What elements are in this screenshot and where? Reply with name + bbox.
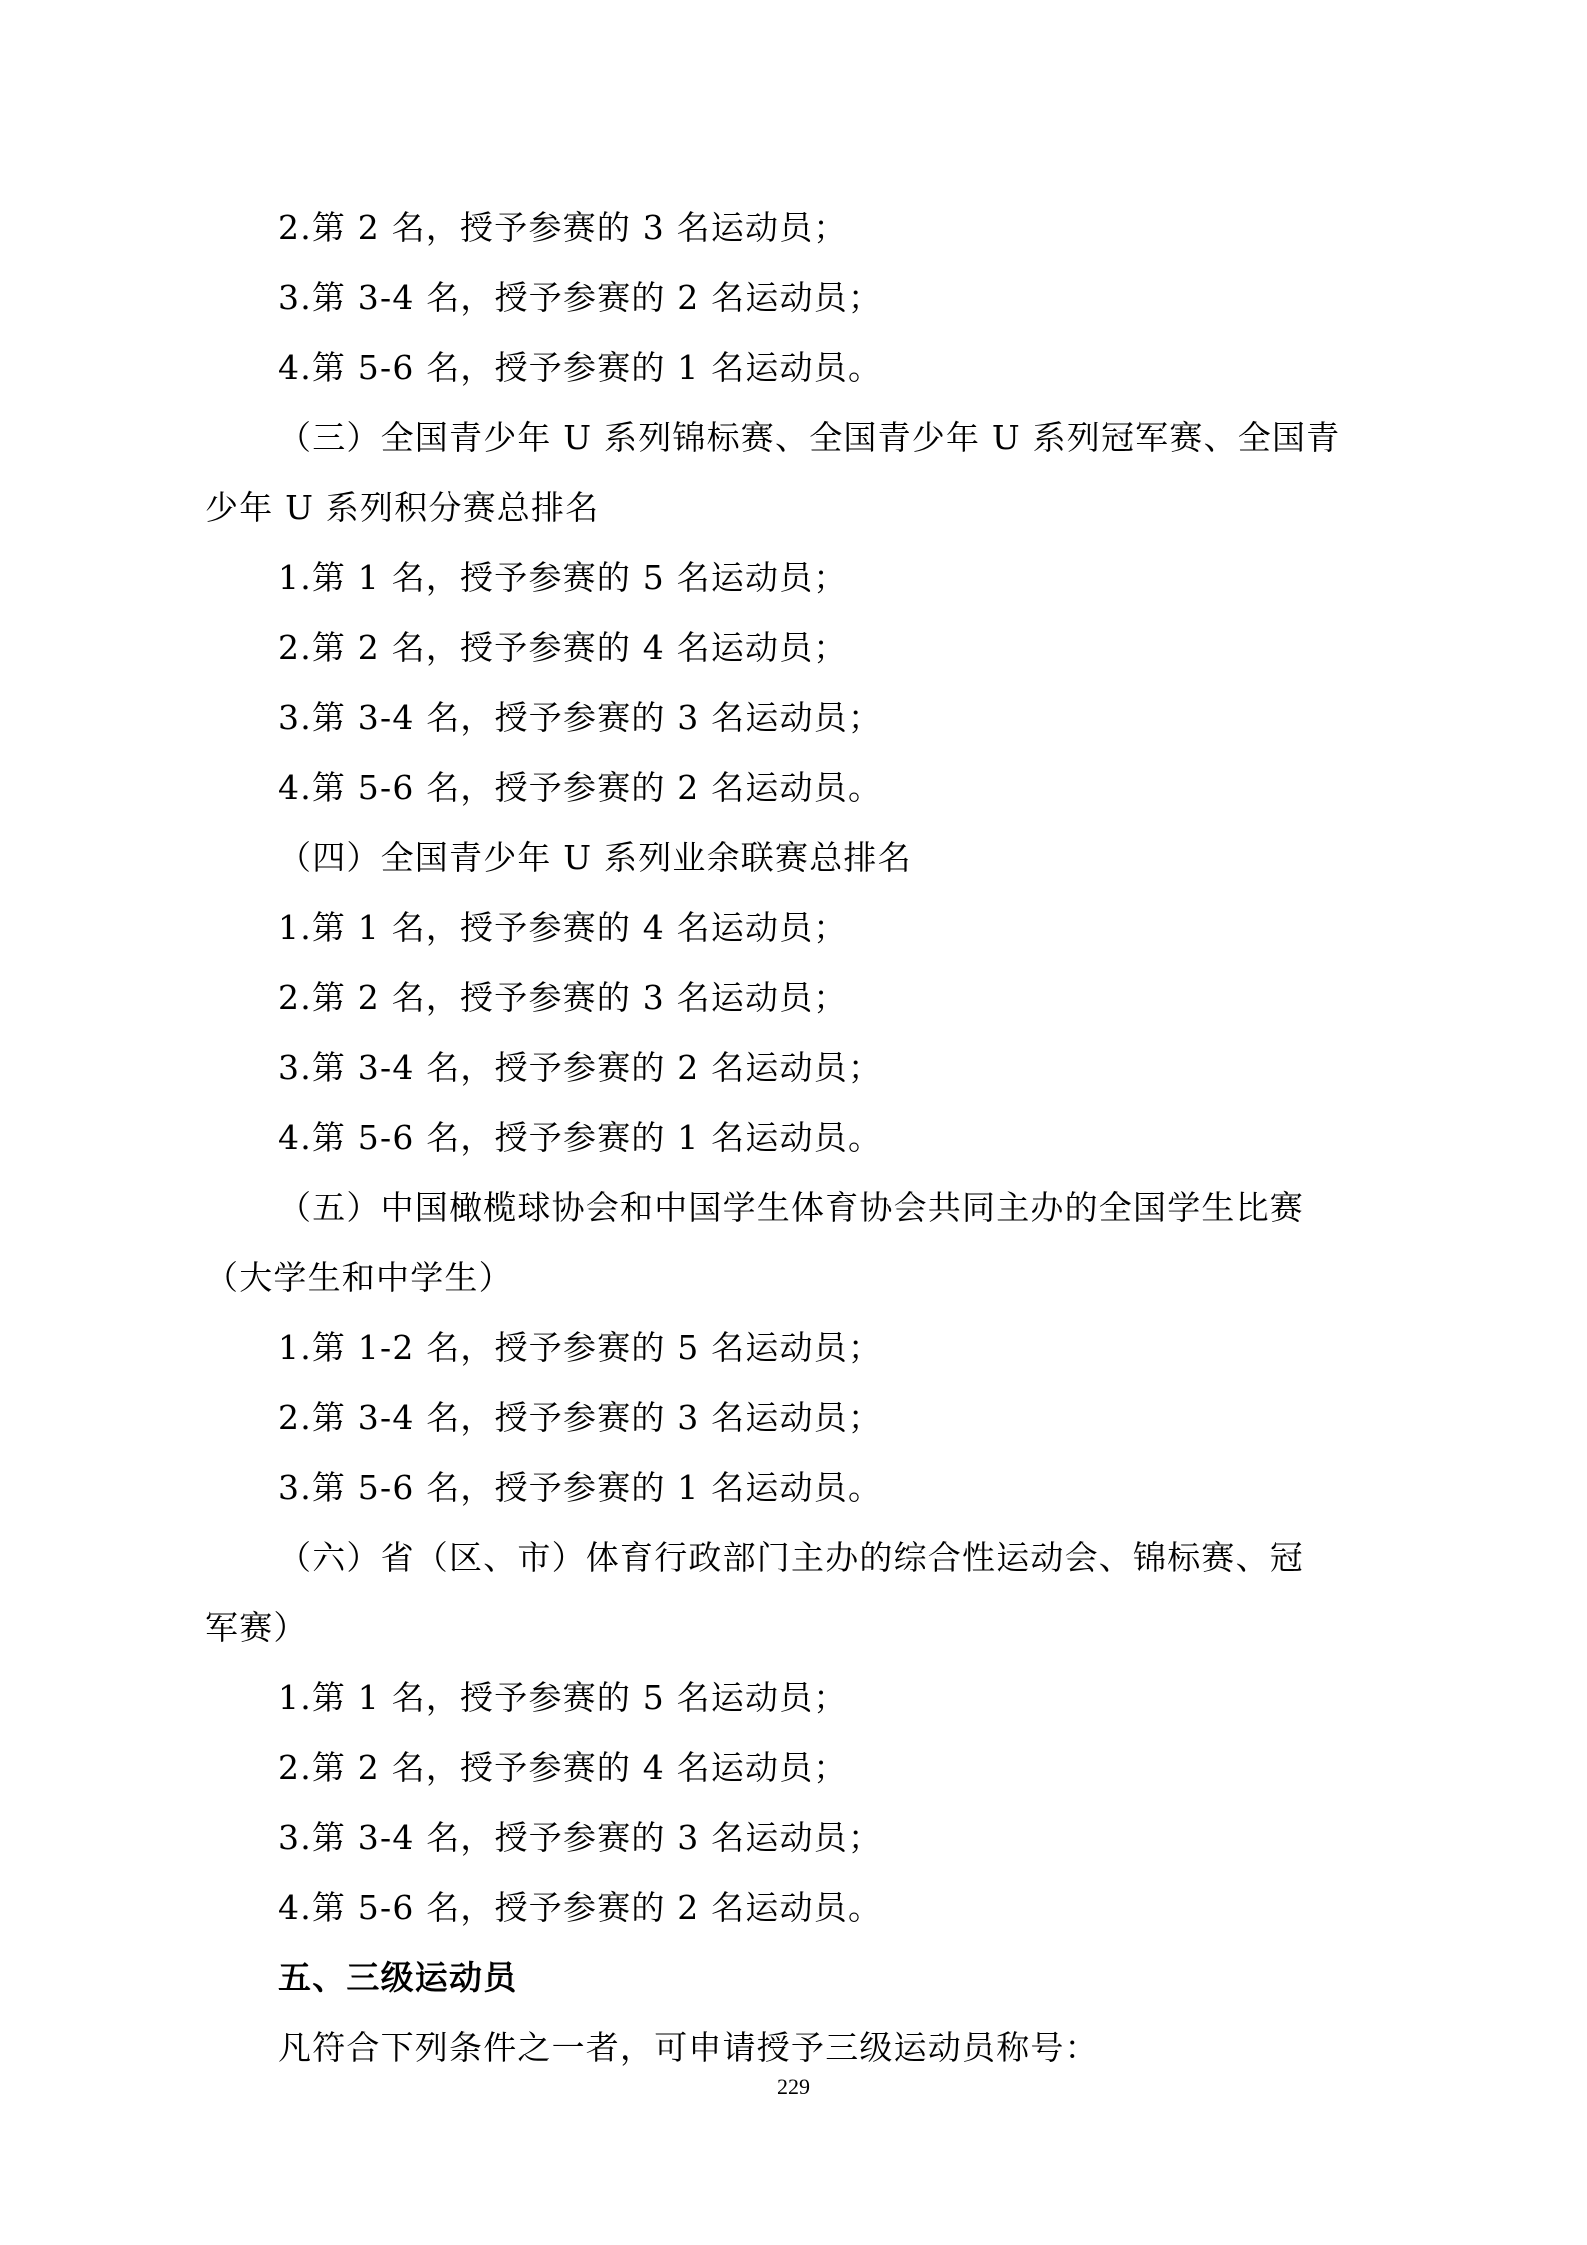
section-heading-continuation: 军赛） (205, 1608, 308, 1647)
chapter-heading: 五、三级运动员 (278, 1958, 518, 1997)
section-heading: （三）全国青少年 U 系列锦标赛、全国青少年 U 系列冠军赛、全国青 (278, 418, 1341, 457)
list-item: 4.第 5-6 名，授予参赛的 2 名运动员。 (278, 768, 883, 807)
list-item: 2.第 2 名，授予参赛的 3 名运动员； (278, 978, 848, 1017)
list-item: 2.第 2 名，授予参赛的 4 名运动员； (278, 1748, 848, 1787)
list-item: 2.第 2 名，授予参赛的 4 名运动员； (278, 628, 848, 667)
list-item: 1.第 1-2 名，授予参赛的 5 名运动员； (278, 1328, 883, 1367)
section-heading: （四）全国青少年 U 系列业余联赛总排名 (278, 838, 912, 877)
list-item: 1.第 1 名，授予参赛的 5 名运动员； (278, 558, 848, 597)
list-item: 4.第 5-6 名，授予参赛的 1 名运动员。 (278, 348, 883, 387)
list-item: 3.第 3-4 名，授予参赛的 3 名运动员； (278, 698, 883, 737)
list-item: 3.第 5-6 名，授予参赛的 1 名运动员。 (278, 1468, 883, 1507)
page-number: 229 (777, 2074, 810, 2099)
list-item: 2.第 3-4 名，授予参赛的 3 名运动员； (278, 1398, 883, 1437)
list-item: 4.第 5-6 名，授予参赛的 1 名运动员。 (278, 1118, 883, 1157)
list-item: 4.第 5-6 名，授予参赛的 2 名运动员。 (278, 1888, 883, 1927)
section-heading-continuation: （大学生和中学生） (205, 1258, 513, 1297)
list-item: 1.第 1 名，授予参赛的 5 名运动员； (278, 1678, 848, 1717)
list-item: 3.第 3-4 名，授予参赛的 2 名运动员； (278, 278, 883, 317)
list-item: 3.第 3-4 名，授予参赛的 2 名运动员； (278, 1048, 883, 1087)
section-heading: （六）省（区、市）体育行政部门主办的综合性运动会、锦标赛、冠 (278, 1538, 1304, 1577)
list-item: 2.第 2 名，授予参赛的 3 名运动员； (278, 208, 848, 247)
section-heading-continuation: 少年 U 系列积分赛总排名 (205, 488, 600, 527)
paragraph: 凡符合下列条件之一者，可申请授予三级运动员称号： (278, 2028, 1099, 2067)
list-item: 3.第 3-4 名，授予参赛的 3 名运动员； (278, 1818, 883, 1857)
section-heading: （五）中国橄榄球协会和中国学生体育协会共同主办的全国学生比赛 (278, 1188, 1304, 1227)
list-item: 1.第 1 名，授予参赛的 4 名运动员； (278, 908, 848, 947)
